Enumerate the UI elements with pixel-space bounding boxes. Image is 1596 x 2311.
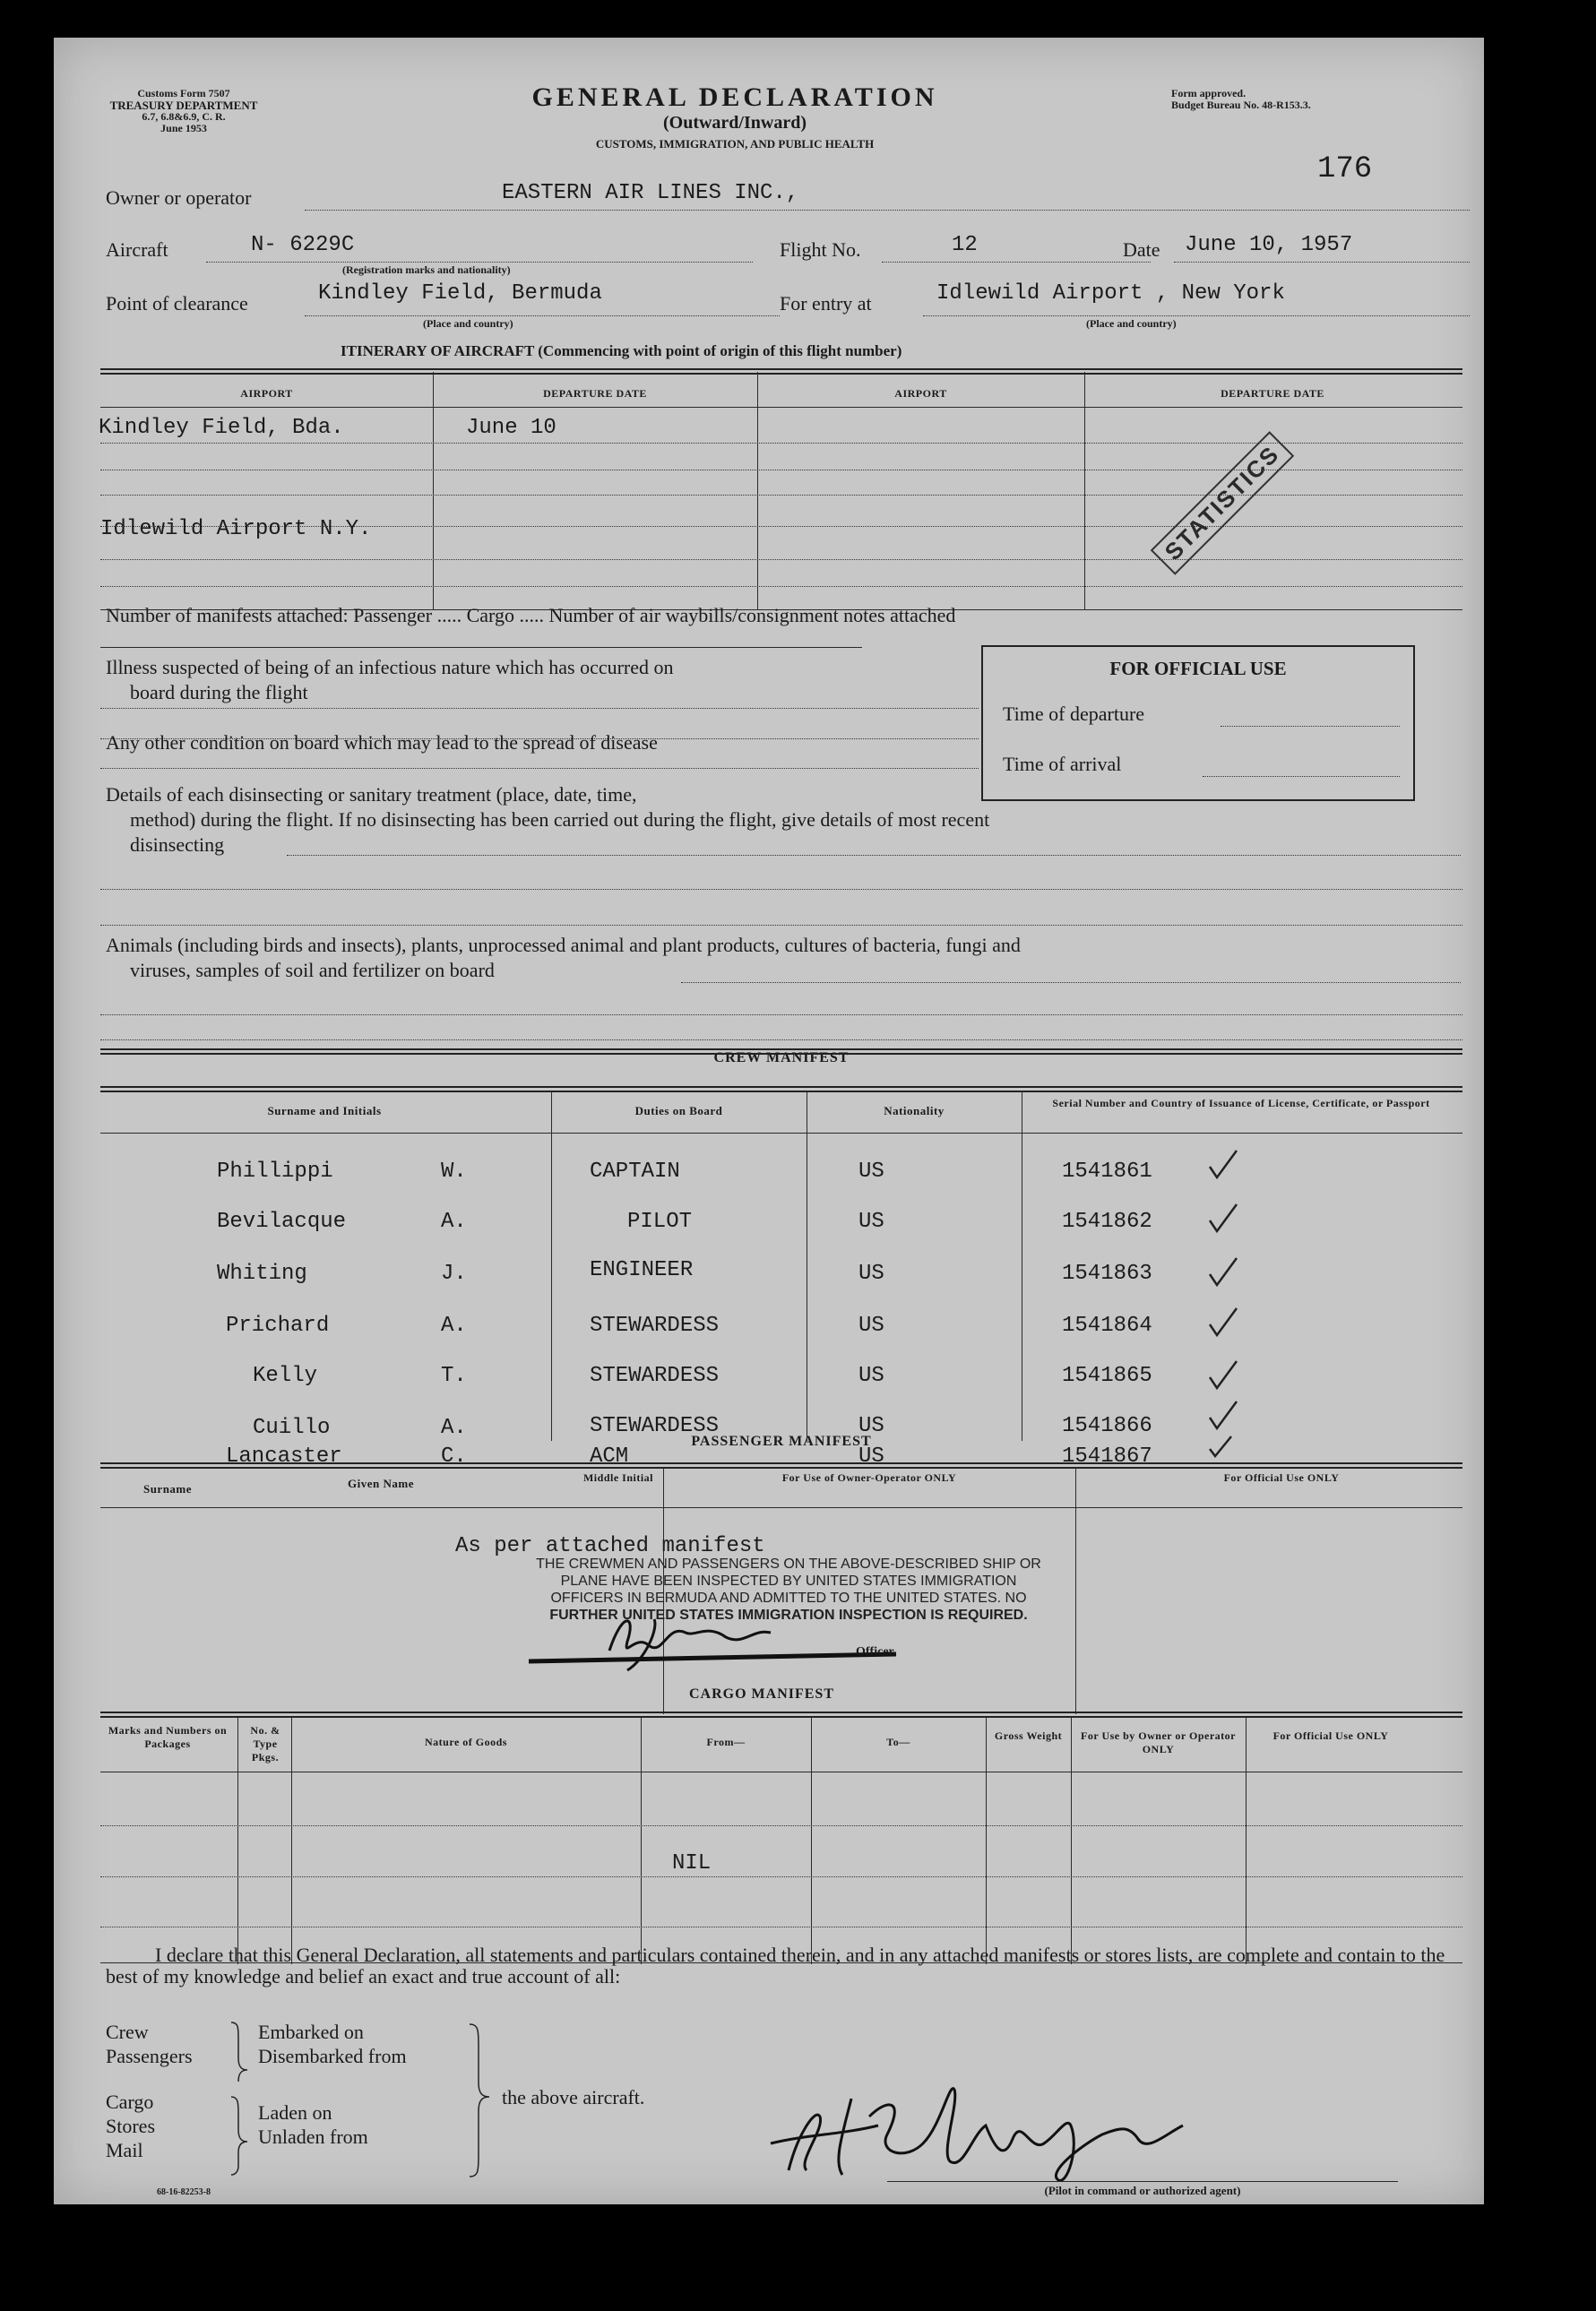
itinerary-airport-1: Kindley Field, Bda.	[99, 416, 344, 440]
entry-caption: (Place and country)	[1086, 317, 1177, 330]
date-value: June 10, 1957	[1185, 233, 1353, 257]
budget-line: Budget Bureau No. 48-R153.3.	[1171, 99, 1311, 111]
crew-serial: 1541863	[1062, 1262, 1152, 1286]
disembarked-word: Disembarked from	[258, 2045, 407, 2067]
laden-word: Laden on	[258, 2101, 332, 2124]
stores-word: Stores	[106, 2115, 155, 2137]
approval-line: Form approved.	[1171, 87, 1247, 99]
entry-label: For entry at	[780, 292, 872, 315]
big-brace	[466, 2020, 493, 2181]
cargo-header-goods: Nature of Goods	[425, 1736, 507, 1748]
owner-label: Owner or operator	[106, 186, 252, 209]
crew-surname: Kelly	[253, 1364, 318, 1388]
declaration-form	[54, 38, 1484, 2204]
crew-header-surname: Surname and Initials	[267, 1104, 382, 1117]
brace-lines	[226, 2018, 253, 2179]
page-number: 176	[1317, 152, 1373, 186]
official-use-title: FOR OFFICIAL USE	[1109, 658, 1287, 679]
crew-initial: A.	[441, 1416, 467, 1440]
itinerary-header-airport-2: AIRPORT	[894, 387, 947, 400]
stamp-line-2: PLANE HAVE BEEN INSPECTED BY UNITED STATES IMMIGRATION	[560, 1574, 1017, 1589]
stamp-officer: Officer.	[856, 1645, 896, 1659]
crew-nationality: US	[858, 1414, 884, 1438]
crew-duty: ENGINEER	[590, 1258, 694, 1282]
crew-initial: C.	[441, 1444, 467, 1469]
customs-form-block	[94, 88, 273, 134]
owner-value: EASTERN AIR LINES INC.,	[502, 181, 799, 205]
cargo-header-marks: Marks and Numbers on Packages	[108, 1724, 228, 1750]
crew-nationality: US	[858, 1160, 884, 1184]
passenger-note: As per attached manifest	[455, 1534, 765, 1558]
crew-initial: A.	[441, 1314, 467, 1338]
statistics-stamp: STATISTICS	[1151, 431, 1294, 574]
stamp-line-1: THE CREWMEN AND PASSENGERS ON THE ABOVE-DESCRIBED SHIP OR	[536, 1556, 1041, 1572]
crew-initial: J.	[441, 1262, 467, 1286]
passenger-header-surname: Surname	[142, 1482, 193, 1496]
date-label: Date	[1123, 238, 1160, 261]
crew-header-duties: Duties on Board	[634, 1104, 723, 1117]
crew-word: Crew	[106, 2021, 149, 2043]
crew-nationality: US	[858, 1444, 884, 1469]
print-code: 68-16-82253-8	[157, 2187, 211, 2197]
customs-form-line: Customs Form 7507	[137, 87, 230, 99]
cargo-header-from: From—	[706, 1736, 746, 1748]
passenger-header-owner: For Use of Owner-Operator ONLY	[781, 1471, 957, 1484]
crew-duty: PILOT	[627, 1210, 693, 1234]
clearance-caption: (Place and country)	[423, 317, 513, 330]
crew-duty: STEWARDESS	[590, 1314, 720, 1338]
crew-serial: 1541862	[1062, 1210, 1152, 1234]
crew-initial: T.	[441, 1364, 467, 1388]
mail-word: Mail	[106, 2139, 143, 2161]
crew-nationality: US	[858, 1210, 884, 1234]
embarked-word: Embarked on	[258, 2021, 364, 2043]
crew-header-nationality: Nationality	[884, 1104, 945, 1117]
crew-nationality: US	[858, 1314, 884, 1338]
crew-serial: 1541867	[1062, 1444, 1152, 1469]
crew-serial: 1541861	[1062, 1160, 1152, 1184]
unladen-word: Unladen from	[258, 2126, 368, 2148]
aircraft-caption: (Registration marks and nationality)	[342, 263, 511, 276]
disinsect-line-1: Details of each disinsecting or sanitary treatment (place, date, time,	[106, 783, 637, 806]
entry-value: Idlewild Airport , New York	[936, 281, 1285, 306]
crew-nationality: US	[858, 1364, 884, 1388]
declaration-text: I declare that this General Declaration, all statements and particulars contained therein, and in any attached manifests or stores lists, are complete and contain to the best of my knowledge and belief an exact and true account of all:	[106, 1944, 1445, 1988]
cargo-header-to: To—	[886, 1736, 910, 1748]
title-block	[466, 82, 1004, 151]
official-use-box	[981, 645, 1415, 801]
manifests-line: Number of manifests attached: Passenger ..... Cargo ..... Number of air waybills/consignment notes attached	[106, 604, 956, 626]
crew-duty: ACM	[590, 1444, 629, 1469]
itinerary-header-date-2: DEPARTURE DATE	[1221, 387, 1324, 400]
illness-line-1: Illness suspected of being of an infectious nature which has occurred on	[106, 656, 674, 678]
crew-surname: Cuillo	[253, 1416, 331, 1440]
passenger-header-middle: Middle Initial	[582, 1471, 653, 1484]
approval-block	[1171, 88, 1458, 111]
check-marks	[1201, 1149, 1272, 1462]
declaration-mid-top	[258, 2020, 407, 2068]
crew-surname: Whiting	[217, 1262, 307, 1286]
form-subtitle2: CUSTOMS, IMMIGRATION, AND PUBLIC HEALTH	[595, 137, 875, 151]
form-subtitle: (Outward/Inward)	[662, 113, 807, 133]
itinerary-airport-2: Idlewild Airport N.Y.	[100, 517, 372, 541]
animals-line-1: Animals (including birds and insects), plants, unprocessed animal and plant products, cultures of bacteria, fungi and	[106, 934, 1021, 956]
itinerary-title: ITINERARY OF AIRCRAFT (Commencing with point of origin of this flight number)	[341, 342, 902, 359]
cargo-word: Cargo	[106, 2091, 154, 2113]
crew-nationality: US	[858, 1262, 884, 1286]
aircraft-value: N- 6229C	[251, 233, 355, 257]
date-line: June 1953	[160, 122, 207, 134]
illness-line-2: board during the flight	[130, 681, 308, 703]
stamp-line-4: FURTHER UNITED STATES IMMIGRATION INSPECTION IS REQUIRED.	[549, 1608, 1028, 1623]
declaration-tail: the above aircraft.	[502, 2086, 645, 2108]
cargo-title: CARGO MANIFEST	[688, 1686, 834, 1702]
passenger-header-given: Given Name	[348, 1477, 414, 1490]
declaration-mid-bottom	[258, 2100, 368, 2149]
crew-serial: 1541864	[1062, 1314, 1152, 1338]
crew-initial: W.	[441, 1160, 467, 1184]
stamp-line-3: OFFICERS IN BERMUDA AND ADMITTED TO THE UNITED STATES. NO	[550, 1591, 1027, 1606]
crew-header-serial: Serial Number and Country of Issuance of License, Certificate, or Passport	[1052, 1097, 1430, 1109]
cargo-header-official: For Official Use ONLY	[1272, 1729, 1389, 1742]
disinsect-line-2: method) during the flight. If no disinsecting has been carried out during the flight, give details of most recent	[130, 808, 990, 831]
treasury-line: TREASURY DEPARTMENT	[109, 99, 258, 112]
crew-serial: 1541866	[1062, 1414, 1152, 1438]
disinsect-line-3: disinsecting	[130, 833, 225, 856]
crew-duty: STEWARDESS	[590, 1364, 720, 1388]
officer-signature-stamp	[502, 1606, 914, 1677]
departure-time-label: Time of departure	[1003, 703, 1145, 725]
crew-surname: Prichard	[226, 1314, 330, 1338]
crew-surname: Lancaster	[226, 1444, 342, 1469]
clearance-label: Point of clearance	[106, 292, 248, 315]
animals-line-2: viruses, samples of soil and fertilizer on board	[130, 959, 495, 981]
cargo-header-pkgs: No. & Type Pkgs.	[250, 1724, 280, 1763]
crew-initial: A.	[441, 1210, 467, 1234]
cargo-header-weight: Gross Weight	[994, 1729, 1063, 1742]
cargo-value: NIL	[672, 1851, 712, 1876]
itinerary-header-airport: AIRPORT	[240, 387, 293, 400]
passengers-word: Passengers	[106, 2045, 193, 2067]
declaration-left-bottom	[106, 2090, 155, 2162]
crew-serial: 1541865	[1062, 1364, 1152, 1388]
arrival-time-label: Time of arrival	[1003, 753, 1122, 775]
crew-title: CREW MANIFEST	[713, 1050, 850, 1065]
signature-caption: (Pilot in command or authorized agent)	[1044, 2184, 1241, 2197]
crew-duty: CAPTAIN	[590, 1160, 680, 1184]
cr-line: 6.7, 6.8&6.9, C. R.	[142, 110, 226, 123]
flight-value: 12	[952, 233, 978, 257]
aircraft-label: Aircraft	[106, 238, 168, 261]
clearance-value: Kindley Field, Bermuda	[318, 281, 602, 306]
flight-label: Flight No.	[780, 238, 861, 261]
condition-line: Any other condition on board which may lead to the spread of disease	[106, 731, 658, 754]
itinerary-header-date: DEPARTURE DATE	[543, 387, 647, 400]
passenger-header-official: For Official Use ONLY	[1223, 1471, 1340, 1484]
declaration-left-top	[106, 2020, 193, 2068]
itinerary-date-1: June 10	[466, 416, 556, 440]
form-title: GENERAL DECLARATION	[531, 82, 938, 112]
crew-duty: STEWARDESS	[590, 1414, 720, 1438]
crew-surname: Bevilacque	[217, 1210, 347, 1234]
crew-surname: Phillippi	[217, 1160, 333, 1184]
cargo-header-owner: For Use by Owner or Operator ONLY	[1081, 1729, 1236, 1755]
pilot-signature	[735, 2063, 1272, 2197]
passenger-title: PASSENGER MANIFEST	[691, 1434, 872, 1449]
